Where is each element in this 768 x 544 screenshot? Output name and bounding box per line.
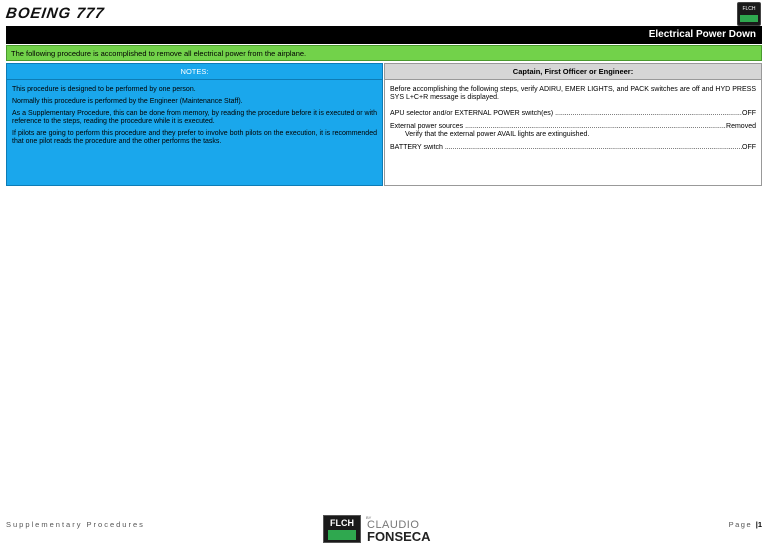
page-separator: | [755,520,758,529]
steps-heading: Captain, First Officer or Engineer: [385,64,761,80]
flch-badge-icon [737,2,761,26]
flch-logo-label: FLCH [330,518,354,528]
flch-badge-bar [740,15,758,22]
step-item [385,123,761,131]
page-number-value: 1 [757,520,762,529]
flch-logo-icon [323,515,361,543]
step-item [385,110,761,118]
flch-logo-bar [328,530,356,540]
page-label: Page [728,520,753,529]
notes-heading: NOTES: [7,64,382,80]
logo-last-name: FONSECA [367,529,431,544]
flch-badge-label: FLCH [742,6,756,12]
step-item [385,144,761,152]
note-paragraph: If pilots are going to perform this procedure and they prefer to involve both pilots on the execution, it is recommended that one pilot reads the procedure and the other performs the tasks. [12,130,377,145]
procedure-intro: The following procedure is accomplished to remove all electrical power from the airplane. [6,45,762,61]
page-title: Electrical Power Down [6,26,762,44]
note-paragraph: As a Supplementary Procedure, this can be done from memory, by reading the procedure before it is executed or with reference to the steps, reading the procedure while it is executed. [12,110,377,125]
note-paragraph: This procedure is designed to be performed by one person. [12,86,196,93]
step-sub-note: Verify that the external power AVAIL lights are extinguished. [405,131,590,138]
footer-section-title: Supplementary Procedures [6,520,145,529]
page-number [729,520,762,529]
step-value: OFF [742,144,756,151]
steps-panel [384,63,762,186]
step-label: APU selector and/or EXTERNAL POWER switch(es) ..... [390,110,742,118]
step-value: OFF [742,110,756,117]
notes-panel [6,63,383,186]
claudio-fonseca-logo [323,514,453,543]
note-paragraph: Normally this procedure is performed by the Engineer (Maintenance Staff). [12,98,243,105]
step-label: BATTERY switch ..... [390,144,742,152]
logo-by: BY [366,515,372,520]
steps-intro: Before accomplishing the following steps, verify ADIRU, EMER LIGHTS, and PACK switches are off and HYD PRESS SYS L+C+R message is displayed. [390,86,756,101]
logo-first-name: CLAUDIO [367,519,420,531]
step-label: External power sources ..... [390,123,726,131]
boeing-777-logo: BOEING 777 [4,5,106,22]
step-value: Removed [726,123,756,130]
